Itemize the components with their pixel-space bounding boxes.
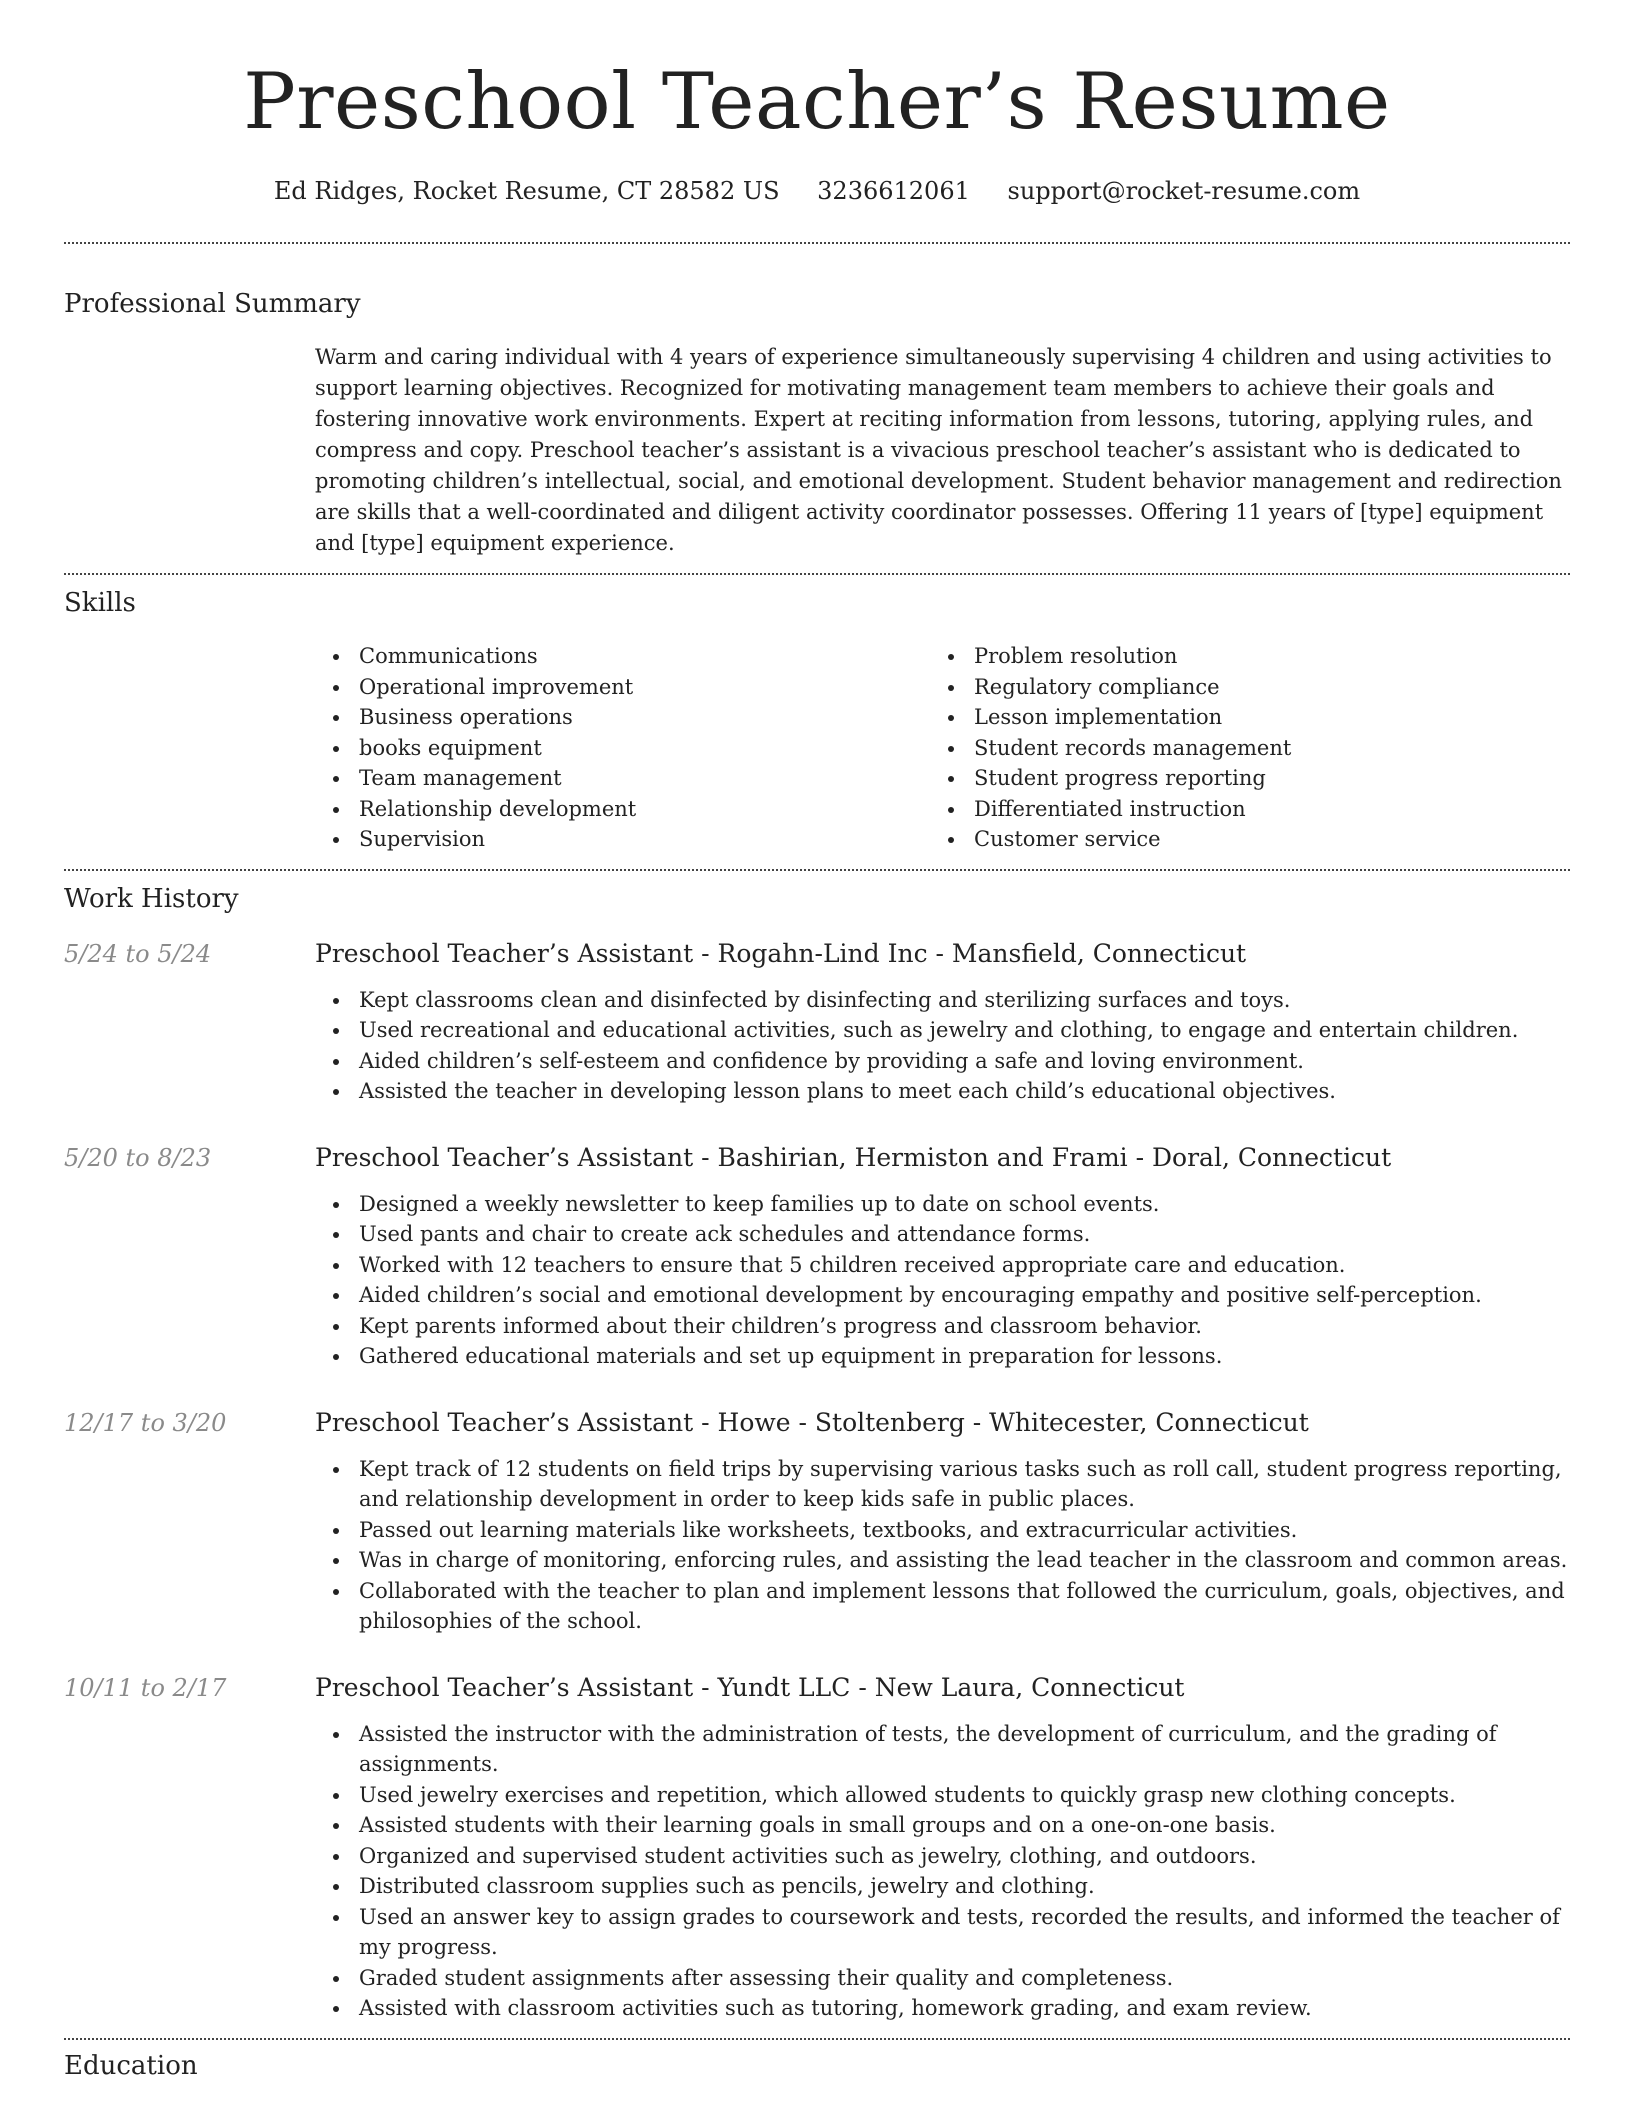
- job-dates: 5/20 to 8/23: [64, 1143, 212, 1172]
- section-divider: [64, 242, 1570, 244]
- skills-heading: Skills: [64, 588, 136, 618]
- job-body: [315, 937, 1570, 1107]
- skill-item: Problem resolution: [930, 641, 1545, 672]
- duty-item: Distributed classroom supplies such as pencils, jewelry and clothing.: [315, 1871, 1570, 1902]
- contact-line: [64, 174, 1570, 208]
- duty-item: Was in charge of monitoring, enforcing rules, and assisting the lead teacher in the classroom and common areas.: [315, 1545, 1570, 1576]
- contact-email: support@rocket-resume.com: [1007, 177, 1361, 205]
- duty-item: Kept classrooms clean and disinfected by disinfecting and sterilizing surfaces and toys.: [315, 985, 1570, 1016]
- skill-item: Lesson implementation: [930, 702, 1545, 733]
- duty-item: Assisted with classroom activities such as tutoring, homework grading, and exam review.: [315, 1993, 1570, 2024]
- skill-item: books equipment: [315, 733, 930, 764]
- job-entry: [64, 1671, 1570, 2024]
- contact-phone: 3236612061: [817, 177, 970, 205]
- job-entry: [64, 937, 1570, 1107]
- job-body: [315, 1671, 1570, 2024]
- duty-item: Used pants and chair to create ack schedules and attendance forms.: [315, 1219, 1570, 1250]
- duty-item: Used jewelry exercises and repetition, which allowed students to quickly grasp new clothing concepts.: [315, 1780, 1570, 1811]
- skills-column-left: [315, 641, 930, 855]
- summary-text: Warm and caring individual with 4 years of experience simultaneously supervising 4 children and using activities to support learning objectives. Recognized for motivating management team members to achieve their goals and fostering innovative work environments. Expert at reciting information from lessons, tutoring, applying rules, and compress and copy. Preschool teacher’s assistant is a vivacious preschool teacher’s assistant who is dedicated to promoting children’s intellectual, social, and emotional development. Student behavior management and redirection are skills that a well-coordinated and diligent activity coordinator possesses. Offering 11 years of [type] equipment and [type] equipment experience.: [315, 345, 1562, 555]
- job-duties: [315, 1719, 1570, 2024]
- job-body: [315, 1406, 1570, 1637]
- skill-item: Supervision: [315, 824, 930, 855]
- duty-item: Passed out learning materials like worksheets, textbooks, and extracurricular activities.: [315, 1515, 1570, 1546]
- job-title: Preschool Teacher’s Assistant - Bashirian, Hermiston and Frami - Doral, Connecticut: [315, 1142, 1392, 1172]
- work-history-heading: Work History: [64, 883, 239, 914]
- job-title: Preschool Teacher’s Assistant - Rogahn-Lind Inc - Mansfield, Connecticut: [315, 938, 1247, 968]
- duty-item: Designed a weekly newsletter to keep families up to date on school events.: [315, 1189, 1570, 1220]
- job-dates: 10/11 to 2/17: [64, 1673, 227, 1702]
- skill-item: Differentiated instruction: [930, 794, 1545, 825]
- skill-item: Operational improvement: [315, 672, 930, 703]
- job-title: Preschool Teacher’s Assistant - Howe - Stoltenberg - Whitecester, Connecticut: [315, 1407, 1309, 1437]
- skills-column-right: [930, 641, 1545, 855]
- contact-address: Ed Ridges, Rocket Resume, CT 28582 US: [273, 177, 780, 205]
- skill-item: Regulatory compliance: [930, 672, 1545, 703]
- section-divider: [64, 2038, 1570, 2040]
- skill-item: Team management: [315, 763, 930, 794]
- skill-item: Student records management: [930, 733, 1545, 764]
- duty-item: Aided children’s self-esteem and confidence by providing a safe and loving environment.: [315, 1046, 1570, 1077]
- summary-heading: Professional Summary: [64, 289, 361, 319]
- section-divider: [64, 573, 1570, 575]
- duty-item: Kept track of 12 students on field trips by supervising various tasks such as roll call, student progress reporting, and relationship development in order to keep kids safe in public places.: [315, 1454, 1570, 1515]
- section-divider: [64, 869, 1570, 871]
- duty-item: Used an answer key to assign grades to coursework and tests, recorded the results, and informed the teacher of my progress.: [315, 1902, 1570, 1963]
- education-heading: Education: [64, 2050, 198, 2081]
- resume-page: [64, 0, 1570, 2084]
- duty-item: Worked with 12 teachers to ensure that 5 children received appropriate care and education.: [315, 1250, 1570, 1281]
- duty-item: Collaborated with the teacher to plan and implement lessons that followed the curriculum, goals, objectives, and philosophies of the school.: [315, 1576, 1570, 1637]
- skills-grid: [315, 641, 1570, 855]
- job-entry: [64, 1141, 1570, 1372]
- job-body: [315, 1141, 1570, 1372]
- duty-item: Used recreational and educational activities, such as jewelry and clothing, to engage and entertain children.: [315, 1015, 1570, 1046]
- job-entry: [64, 1406, 1570, 1637]
- skill-item: Student progress reporting: [930, 763, 1545, 794]
- duty-item: Aided children’s social and emotional development by encouraging empathy and positive self-perception.: [315, 1280, 1570, 1311]
- job-dates: 5/24 to 5/24: [64, 939, 212, 968]
- skill-item: Customer service: [930, 824, 1545, 855]
- duty-item: Assisted the teacher in developing lesson plans to meet each child’s educational objectives.: [315, 1076, 1570, 1107]
- skill-item: Relationship development: [315, 794, 930, 825]
- resume-title: Preschool Teacher’s Resume: [243, 57, 1391, 147]
- job-dates: 12/17 to 3/20: [64, 1408, 227, 1437]
- job-duties: [315, 985, 1570, 1107]
- job-duties: [315, 1454, 1570, 1637]
- job-title: Preschool Teacher’s Assistant - Yundt LLC - New Laura, Connecticut: [315, 1672, 1185, 1702]
- duty-item: Gathered educational materials and set up equipment in preparation for lessons.: [315, 1341, 1570, 1372]
- skill-item: Communications: [315, 641, 930, 672]
- duty-item: Kept parents informed about their children’s progress and classroom behavior.: [315, 1311, 1570, 1342]
- skill-item: Business operations: [315, 702, 930, 733]
- duty-item: Assisted students with their learning goals in small groups and on a one-on-one basis.: [315, 1810, 1570, 1841]
- duty-item: Organized and supervised student activities such as jewelry, clothing, and outdoors.: [315, 1841, 1570, 1872]
- duty-item: Assisted the instructor with the administration of tests, the development of curriculum, and the grading of assignments.: [315, 1719, 1570, 1780]
- job-duties: [315, 1189, 1570, 1372]
- duty-item: Graded student assignments after assessing their quality and completeness.: [315, 1963, 1570, 1994]
